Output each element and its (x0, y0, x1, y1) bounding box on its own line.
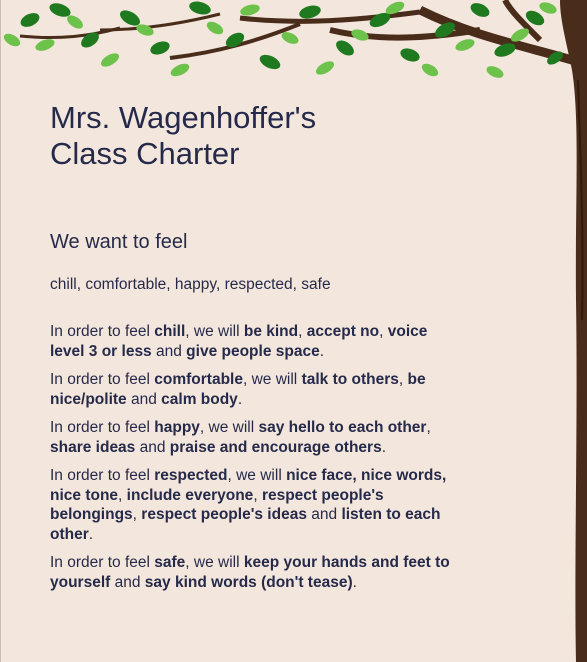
statement-text: , we will (185, 554, 244, 571)
statement-action: comfortable (154, 371, 243, 388)
statement-safe (50, 553, 460, 592)
statement-action: respect people's belongings (50, 486, 384, 523)
statement-action: voice level 3 or less (50, 323, 428, 360)
page-edge (0, 0, 1, 662)
statement-text: and (306, 506, 342, 523)
page-title (50, 100, 470, 172)
statement-action: talk to others (301, 371, 399, 388)
statement-text: and (151, 342, 187, 360)
statement-text: In order to feel (50, 323, 155, 340)
feelings-list: chill, comfortable, happy, respected, safe (50, 276, 331, 293)
statement-comfortable (50, 370, 460, 409)
statement-text: In order to feel (50, 554, 155, 571)
statement-action: include everyone (126, 486, 254, 504)
title-line-2: Class Charter (50, 136, 240, 171)
statement-happy (50, 418, 460, 457)
title-line-1: Mrs. Wagenhoffer's (50, 100, 317, 135)
statement-respected (50, 466, 460, 544)
statement-action: give people space (186, 342, 320, 360)
statement-action: say kind words (don't tease) (144, 573, 353, 591)
statement-text: , (132, 506, 142, 523)
statement-text: and (126, 390, 162, 408)
statement-text: and (135, 438, 170, 456)
statement-text: . (352, 573, 357, 591)
statement-action: be kind (243, 323, 299, 340)
statement-text: , (298, 323, 307, 340)
statement-text: and (110, 573, 145, 591)
statement-text: . (319, 342, 325, 360)
section-heading: We want to feel (50, 231, 188, 253)
statement-action: nice face, nice words, nice tone (50, 467, 447, 504)
statement-action: praise and encourage others (169, 438, 382, 456)
statement-text: . (381, 438, 387, 456)
statement-text: In order to feel (50, 419, 155, 436)
statement-text: In order to feel (50, 467, 155, 484)
statement-action: listen to each other (50, 506, 441, 543)
statement-action: keep your hands and feet to yourself (50, 554, 450, 591)
statement-text: , (253, 486, 262, 504)
statement-text: . (88, 525, 94, 543)
statement-action: calm body (161, 390, 238, 408)
statement-text: , we will (199, 419, 259, 436)
statement-text: , we will (185, 323, 244, 340)
statement-action: share ideas (50, 438, 136, 456)
statement-action: safe (154, 554, 186, 571)
statement-text: , (379, 323, 388, 340)
statement-action: be nice/polite (50, 371, 426, 408)
statement-text: In order to feel (50, 371, 155, 388)
statement-text: , (398, 371, 408, 388)
statement-text: , (426, 419, 431, 436)
statement-text: , we will (227, 467, 287, 484)
statement-action: respect people's ideas (141, 506, 307, 523)
statement-chill (50, 322, 460, 361)
statement-action: say hello to each other (258, 419, 427, 436)
charter-statements (50, 322, 460, 601)
statement-text: , (118, 486, 127, 504)
statement-text: . (237, 390, 243, 408)
statement-action: respected (154, 467, 228, 484)
statement-text: , we will (242, 371, 302, 388)
statement-action: chill (154, 323, 186, 340)
statement-action: happy (154, 419, 200, 436)
statement-action: accept no (306, 323, 380, 340)
